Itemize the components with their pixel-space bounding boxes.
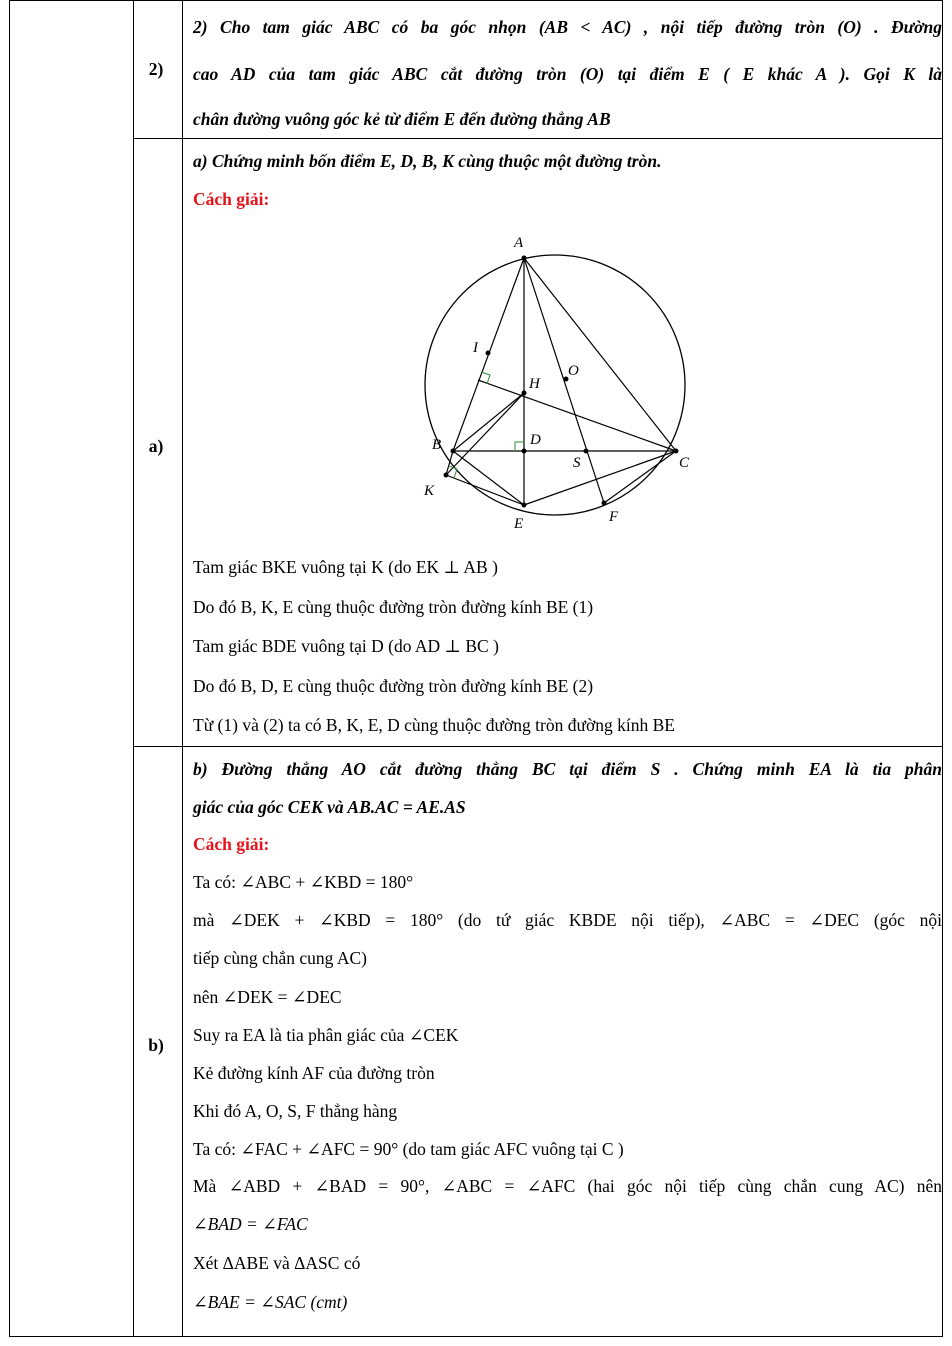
label-d: D	[530, 432, 541, 448]
label-k: K	[424, 483, 435, 499]
label-h: H	[529, 376, 540, 392]
part-b-question-2: giác của góc CEK và AB.AC = AE.AS	[193, 797, 466, 817]
part-a-line-4: Do đó B, D, E cùng thuộc đường tròn đường kính BE (2)	[193, 676, 594, 696]
label-b: B	[432, 437, 442, 453]
column-divider-1	[133, 0, 134, 1337]
part-b-line-11: Xét ΔABE và ΔASC có	[193, 1253, 361, 1273]
part-b-line-6: Kẻ đường kính AF của đường tròn	[193, 1063, 435, 1083]
part-b-label: b)	[148, 1035, 164, 1055]
problem-line-2: cao AD của tam giác ABC cắt đường tròn (O) tại điểm E ( E khác A ). Gọi K là	[193, 64, 942, 84]
part-b-method: Cách giải:	[193, 834, 270, 854]
label-s: S	[573, 455, 581, 471]
part-b-line-7: Khi đó A, O, S, F thẳng hàng	[193, 1101, 398, 1121]
part-a-line-1: Tam giác BKE vuông tại K (do EK ⊥ AB )	[193, 557, 498, 577]
row-divider-1	[133, 138, 943, 139]
part-a-line-2: Do đó B, K, E cùng thuộc đường tròn đường kính BE (1)	[193, 597, 594, 617]
table-border-right	[942, 0, 943, 1337]
part-b-line-4: nên ∠DEK = ∠DEC	[193, 987, 342, 1007]
part-a-line-5: Từ (1) và (2) ta có B, K, E, D cùng thuộc đường tròn đường kính BE	[193, 715, 675, 735]
label-e: E	[514, 516, 524, 532]
problem-line-1: 2) Cho tam giác ABC có ba góc nhọn (AB < AC) , nội tiếp đường tròn (O) . Đường	[193, 17, 942, 37]
part-b-line-10: ∠BAD = ∠FAC	[193, 1214, 308, 1234]
part-b-line-8: Ta có: ∠FAC + ∠AFC = 90° (do tam giác AFC vuông tại C )	[193, 1139, 624, 1159]
part-b-line-3: tiếp cùng chắn cung AC)	[193, 948, 367, 968]
label-i: I	[473, 340, 478, 356]
table-border-top	[9, 0, 943, 1]
part-b-line-12: ∠BAE = ∠SAC (cmt)	[193, 1292, 348, 1312]
part-a-method: Cách giải:	[193, 189, 270, 209]
part-b-line-1: Ta có: ∠ABC + ∠KBD = 180°	[193, 872, 414, 892]
table-border-bottom	[9, 1336, 943, 1337]
part-a-question: a) Chứng minh bốn điểm E, D, B, K cùng thuộc một đường tròn.	[193, 151, 662, 171]
part-b-line-9: Mà ∠ABD + ∠BAD = 90°, ∠ABC = ∠AFC (hai góc nội tiếp cùng chắn cung AC) nên	[193, 1176, 942, 1196]
problem-line-3: chân đường vuông góc kẻ từ điểm E đến đường thẳng AB	[193, 109, 611, 129]
label-f: F	[609, 509, 619, 525]
problem-number: 2)	[148, 59, 164, 79]
label-c: C	[679, 455, 690, 471]
label-o: O	[568, 363, 579, 379]
table-border-left	[9, 0, 10, 1337]
part-b-question-1: b) Đường thẳng AO cắt đường thẳng BC tại điểm S . Chứng minh EA là tia phân	[193, 759, 942, 779]
part-a-line-3: Tam giác BDE vuông tại D (do AD ⊥ BC )	[193, 636, 499, 656]
part-b-line-2: mà ∠DEK + ∠KBD = 180° (do tứ giác KBDE nội tiếp), ∠ABC = ∠DEC (góc nội	[193, 910, 942, 930]
column-divider-2	[182, 0, 183, 1337]
part-a-label: a)	[148, 436, 164, 456]
part-b-line-5: Suy ra EA là tia phân giác của ∠CEK	[193, 1025, 459, 1045]
row-divider-2	[133, 746, 943, 747]
label-a: A	[514, 235, 524, 251]
